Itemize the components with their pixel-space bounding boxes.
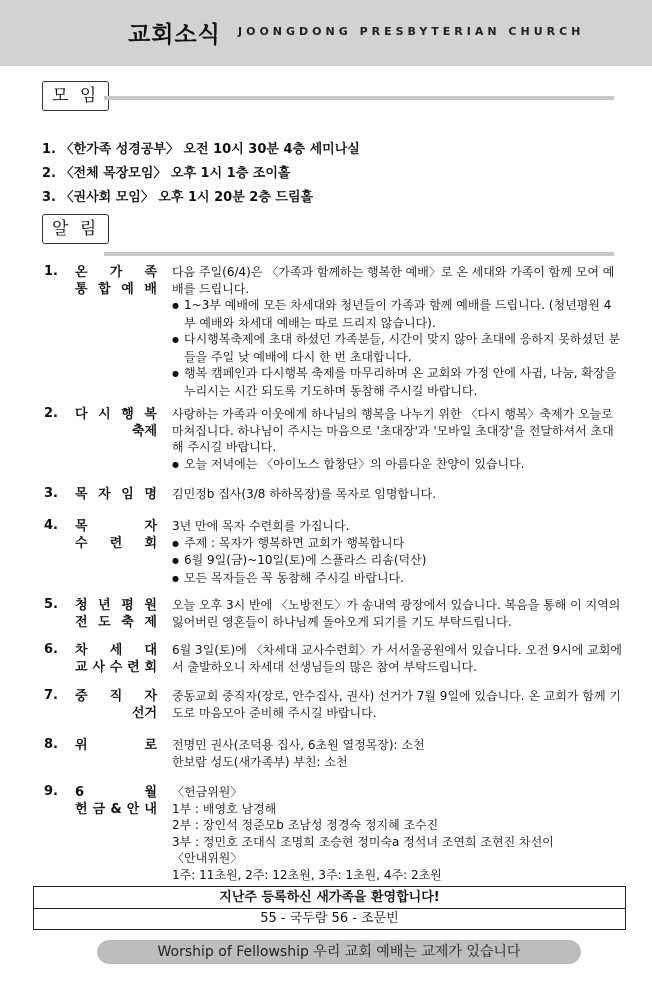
notice-bullet: ● 6월 9일(금)~10일(토)에 스플라스 리솜(덕산) [172, 552, 622, 570]
notice-label [75, 642, 157, 676]
notice-label-line: 수 련 회 [75, 536, 157, 551]
notices-rule [104, 252, 614, 256]
notice-text: 사랑하는 가족과 이웃에게 하나님의 행복을 나누기 위한 〈다시 행복〉축제가 오늘로 마쳐집니다. 하나님이 주시는 마음으로 '초대장'과 '모바일 초대장'을 전달하셔서 초대해 주시길 바랍니다. [172, 407, 614, 454]
notice-number: 1. [44, 264, 58, 279]
notice-text: 오늘 오후 3시 반에 〈노방전도〉가 송내역 광장에서 있습니다. 복음을 통해 이 지역의 잃어버린 영혼들이 하나님께 돌아오게 되기를 기도 부탁드립니다. [172, 598, 621, 629]
notice-label [75, 264, 157, 298]
page-title: 교회소식 [128, 22, 221, 48]
header-bar [0, 0, 652, 66]
notices-label: 알 림 [42, 214, 109, 244]
notice-text: 다음 주일(6/4)은 〈가족과 함께하는 행복한 예배〉로 온 세대와 가족이 함께 모여 예배를 드립니다. [172, 265, 615, 296]
notice-body [172, 406, 622, 473]
welcome-box [33, 886, 626, 930]
notice-bullet: ● 1~3부 예배에 모든 차세대와 청년들이 가족과 함께 예배를 드립니다. (청년평원 4부 예배와 차세대 예배는 따로 드리지 않습니다). [172, 297, 622, 331]
notice-body [172, 642, 622, 675]
notice-label-line: 목 자 [75, 519, 157, 534]
notice-number: 3. [44, 486, 58, 501]
notice-text: 1부 : 배영호 남경해 [172, 801, 277, 816]
notice-text: 6월 3일(토)에 〈차세대 교사수련회〉가 서서울공원에서 있습니다. 오전 9시에 교회에서 출발하오니 차세대 선생님들의 많은 참여 부탁드립니다. [172, 643, 622, 674]
notice-bullet: ● 다시행복축제에 초대 하셨던 가족분들, 시간이 맞지 않아 초대에 응하지 못하셨던 분들을 주일 낮 예배에 다시 한 번 초대합니다. [172, 331, 622, 365]
notice-text: 중동교회 중직자(장로, 안수집사, 권사) 선거가 7월 9일에 있습니다. 온 교회가 함께 기도로 마음모아 준비해 주시길 바랍니다. [172, 689, 621, 720]
notice-label-line: 중 직 자 [75, 689, 157, 704]
notice-label-line: 온 가 족 [75, 265, 157, 280]
notice-label-line: 청 년 평 원 [75, 598, 157, 613]
notice-label [75, 406, 157, 440]
gathering-item: 3. 〈권사회 모임〉 오후 1시 20분 2층 드림홀 [42, 190, 314, 205]
notice-body [172, 597, 622, 630]
notice-label-line: 선 거 [131, 706, 157, 721]
notice-body [172, 264, 622, 399]
gatherings-rule [104, 96, 614, 100]
notice-body [172, 518, 622, 587]
gatherings-label: 모 임 [42, 81, 109, 111]
notice-number: 9. [44, 784, 58, 799]
notice-label-line: 목 자 임 명 [75, 487, 157, 502]
notice-text: 3년 만에 목자 수련회를 가집니다. [172, 519, 350, 533]
notice-label-line: 교 사 수 련 회 [75, 660, 157, 675]
notice-text: 3부 : 정민호 조대식 조명희 조승현 정미숙a 정석녀 조연희 조현진 차선이 [172, 834, 554, 849]
notice-text: 〈안내위원〉 [172, 851, 243, 865]
notice-text: 2부 : 장인석 정준모b 조남성 정경숙 정지혜 조수진 [172, 818, 439, 832]
notice-bullet: ● 행복 캠페인과 다시행복 축제를 마무리하며 온 교회와 가정 안에 사귐, 나눔, 확장을 누리시는 시간 되도록 기도하며 동참해 주시길 바랍니다. [172, 365, 622, 399]
notice-label-line: 헌 금 & 안 내 [75, 802, 157, 817]
notice-label-line: 위 로 [75, 738, 157, 753]
notice-text: 1주: 11초원, 2주: 12초원, 3주: 1초원, 4주: 2초원 [172, 867, 442, 882]
notice-number: 2. [44, 406, 58, 421]
notice-bullet: ● 오늘 저녁에는 〈아이노스 합창단〉의 아름다운 찬양이 있습니다. [172, 456, 622, 474]
welcome-title: 지난주 등록하신 새가족을 환영합니다! [34, 887, 625, 909]
notice-body [172, 737, 622, 770]
notice-label [75, 688, 157, 722]
notice-bullet: ● 주제 : 목자가 행복하면 교회가 행복합니다 [172, 535, 622, 553]
notice-text: 김민정b 집사(3/8 하하목장)를 목자로 임명합니다. [172, 487, 437, 501]
notice-label-line: 축 제 [131, 424, 157, 439]
notice-body [172, 784, 622, 883]
notice-label [75, 486, 157, 503]
notice-label [75, 784, 157, 818]
notice-text: 전명민 권사(조덕용 집사, 6초원 열정목장): 소천 [172, 738, 425, 752]
notice-text: 〈헌금위원〉 [172, 785, 243, 799]
church-name: JOONGDONG PRESBYTERIAN CHURCH [238, 25, 585, 38]
notice-number: 7. [44, 688, 58, 703]
notice-bullet: ● 모든 목자들은 꼭 동참해 주시길 바랍니다. [172, 570, 622, 588]
notice-label-line: 전 도 축 제 [75, 615, 157, 630]
footer-banner: Worship of Fellowship 우리 교회 예배는 교제가 있습니다 [97, 940, 581, 964]
welcome-names: 55 - 국두람 56 - 조문빈 [260, 911, 399, 926]
notice-text: 한보람 성도(새가족부) 부친: 소천 [172, 754, 348, 769]
notice-number: 6. [44, 642, 58, 657]
gathering-item: 1. 〈한가족 성경공부〉 오전 10시 30분 4층 세미나실 [42, 142, 360, 157]
gathering-item: 2. 〈전체 목장모임〉 오후 1시 1층 조이홀 [42, 166, 291, 181]
notice-label-line: 6 월 [75, 785, 157, 800]
notice-number: 8. [44, 737, 58, 752]
notice-label [75, 597, 157, 631]
notice-number: 4. [44, 518, 58, 533]
notice-label [75, 737, 157, 754]
notice-number: 5. [44, 597, 58, 612]
notice-label-line: 다 시 행 복 [75, 407, 157, 422]
notice-label-line: 차 세 대 [75, 643, 157, 658]
notice-label-line: 통 합 예 배 [75, 282, 157, 297]
notice-label [75, 518, 157, 552]
notice-body [172, 486, 622, 503]
notice-body [172, 688, 622, 721]
